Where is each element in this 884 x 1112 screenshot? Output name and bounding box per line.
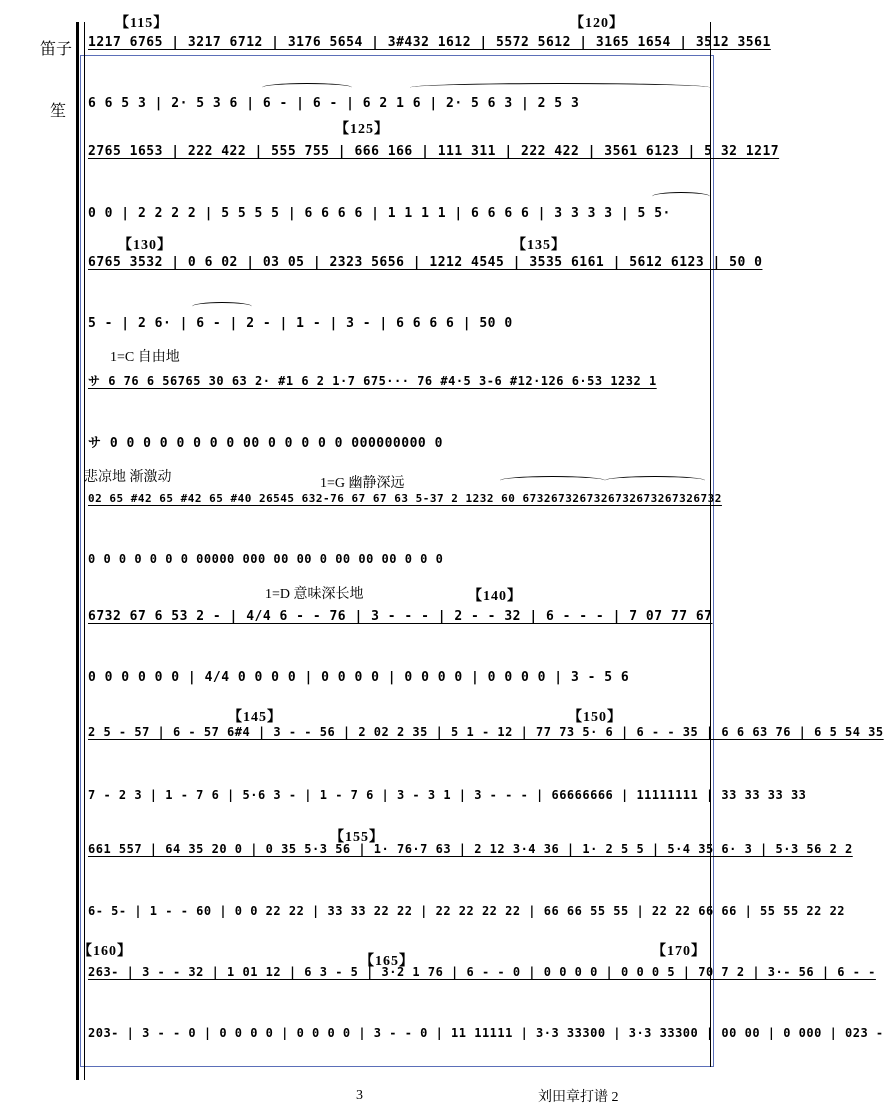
instrument-label-bottom: 笙 bbox=[50, 103, 67, 120]
staff-upper: 1217 6765 | 3217 6712 | 3176 5654 | 3#432 1612 | 5572 5612 | 3165 1654 | 3512 3561 bbox=[88, 35, 771, 50]
slur bbox=[500, 476, 605, 485]
rehearsal-mark: 【140】 bbox=[468, 589, 522, 604]
rehearsal-mark: 【120】 bbox=[570, 16, 624, 31]
staff-upper: 2765 1653 | 222 422 | 555 755 | 666 166 | 111 311 | 222 422 | 3561 6123 | 5 32 1217 bbox=[88, 144, 780, 159]
staff-lower: 203- | 3 - - 0 | 0 0 0 0 | 0 0 0 0 | 3 - - 0 | 11 11111 | 3·3 33300 | 3·3 33300 | 00 00 | 0 000 | 023 - bbox=[88, 1026, 884, 1040]
system-bar-left bbox=[84, 22, 86, 1080]
staff-upper: 661 557 | 64 35 20 0 | 0 35 5·3 56 | 1· 76·7 63 | 2 12 3·4 36 | 1· 2 5 5 | 5·4 35 6· 3 | 5·3 56 2 2 bbox=[88, 842, 853, 856]
slur bbox=[262, 83, 352, 92]
slur bbox=[605, 476, 705, 485]
staff-lower: 7 - 2 3 | 1 - 7 6 | 5·6 3 - | 1 - 7 6 | 3 - 3 1 | 3 - - - | 66666666 | 11111111 | 33 33 33 33 bbox=[88, 788, 807, 802]
staff-lower: 0 0 0 0 0 0 | 4/4 0 0 0 0 | 0 0 0 0 | 0 0 0 0 | 0 0 0 0 | 3 - 5 6 bbox=[88, 670, 630, 685]
staff-upper: 6732 67 6 53 2 - | 4/4 6 - - 76 | 3 - - - | 2 - - 32 | 6 - - - | 7 07 77 67 bbox=[88, 609, 713, 624]
staff-lower: 6- 5- | 1 - - 60 | 0 0 22 22 | 33 33 22 22 | 22 22 22 22 | 66 66 55 55 | 22 22 66 66 | 55 55 22 22 bbox=[88, 904, 846, 918]
slur bbox=[410, 83, 710, 92]
direction-mood: 悲凉地 渐激动 bbox=[84, 470, 172, 485]
rehearsal-mark: 【145】 bbox=[228, 710, 282, 725]
direction-key-c: 1=C 自由地 bbox=[110, 350, 180, 365]
instrument-label-top: 笛子 bbox=[40, 41, 73, 58]
staff-upper: 6765 3532 | 0 6 02 | 03 05 | 2323 5656 | 1212 4545 | 3535 6161 | 5612 6123 | 50 0 bbox=[88, 255, 763, 270]
page-number: 3 bbox=[356, 1088, 363, 1103]
rehearsal-mark: 【125】 bbox=[335, 122, 389, 137]
rehearsal-mark: 【130】 bbox=[118, 238, 172, 253]
slur bbox=[652, 192, 710, 201]
typesetter-credit: 刘田章打谱 2 bbox=[538, 1090, 619, 1105]
rehearsal-mark: 【170】 bbox=[652, 944, 706, 959]
rehearsal-mark: 【165】 bbox=[360, 954, 414, 969]
rehearsal-mark: 【135】 bbox=[512, 238, 566, 253]
rehearsal-mark: 【155】 bbox=[330, 830, 384, 845]
staff-upper: 263- | 3 - - 32 | 1 01 12 | 6 3 - 5 | 3·2 1 76 | 6 - - 0 | 0 0 0 0 | 0 0 0 5 | 70 7 2 | 3·- 56 | 6 - - bbox=[88, 965, 876, 979]
staff-upper: 02 65 #42 65 #42 65 #40 26545 632-76 67 67 63 5-37 2 1232 60 6732673267326732673267326732 bbox=[88, 492, 722, 505]
staff-lower: 0 0 | 2 2 2 2 | 5 5 5 5 | 6 6 6 6 | 1 1 1 1 | 6 6 6 6 | 3 3 3 3 | 5 5· bbox=[88, 206, 671, 221]
staff-lower: 5 - | 2 6· | 6 - | 2 - | 1 - | 3 - | 6 6 6 6 | 50 0 bbox=[88, 316, 513, 331]
staff-lower: サ 0 0 0 0 0 0 0 0 00 0 0 0 0 0 000000000 0 bbox=[88, 436, 443, 451]
direction-key-g: 1=G 幽静深远 bbox=[320, 476, 405, 491]
staff-lower: 0 0 0 0 0 0 0 00000 000 00 00 0 00 00 00 0 0 0 bbox=[88, 552, 444, 566]
slur bbox=[192, 302, 252, 311]
staff-lower: 6 6 5 3 | 2· 5 3 6 | 6 - | 6 - | 6 2 1 6 | 2· 5 6 3 | 2 5 3 bbox=[88, 96, 580, 111]
rehearsal-mark: 【115】 bbox=[115, 16, 169, 31]
rehearsal-mark: 【150】 bbox=[568, 710, 622, 725]
staff-upper: サ 6 76 6 56765 30 63 2· #1 6 2 1·7 675··· 76 #4·5 3-6 #12·126 6·53 1232 1 bbox=[88, 374, 657, 388]
direction-key-d: 1=D 意味深长地 bbox=[265, 587, 364, 602]
staff-upper: 2 5 - 57 | 6 - 57 6#4 | 3 - - 56 | 2 02 2 35 | 5 1 - 12 | 77 73 5· 6 | 6 - - 35 | 6 6 63 76 | 6 5 54 35 bbox=[88, 725, 884, 739]
rehearsal-mark: 【160】 bbox=[78, 944, 132, 959]
